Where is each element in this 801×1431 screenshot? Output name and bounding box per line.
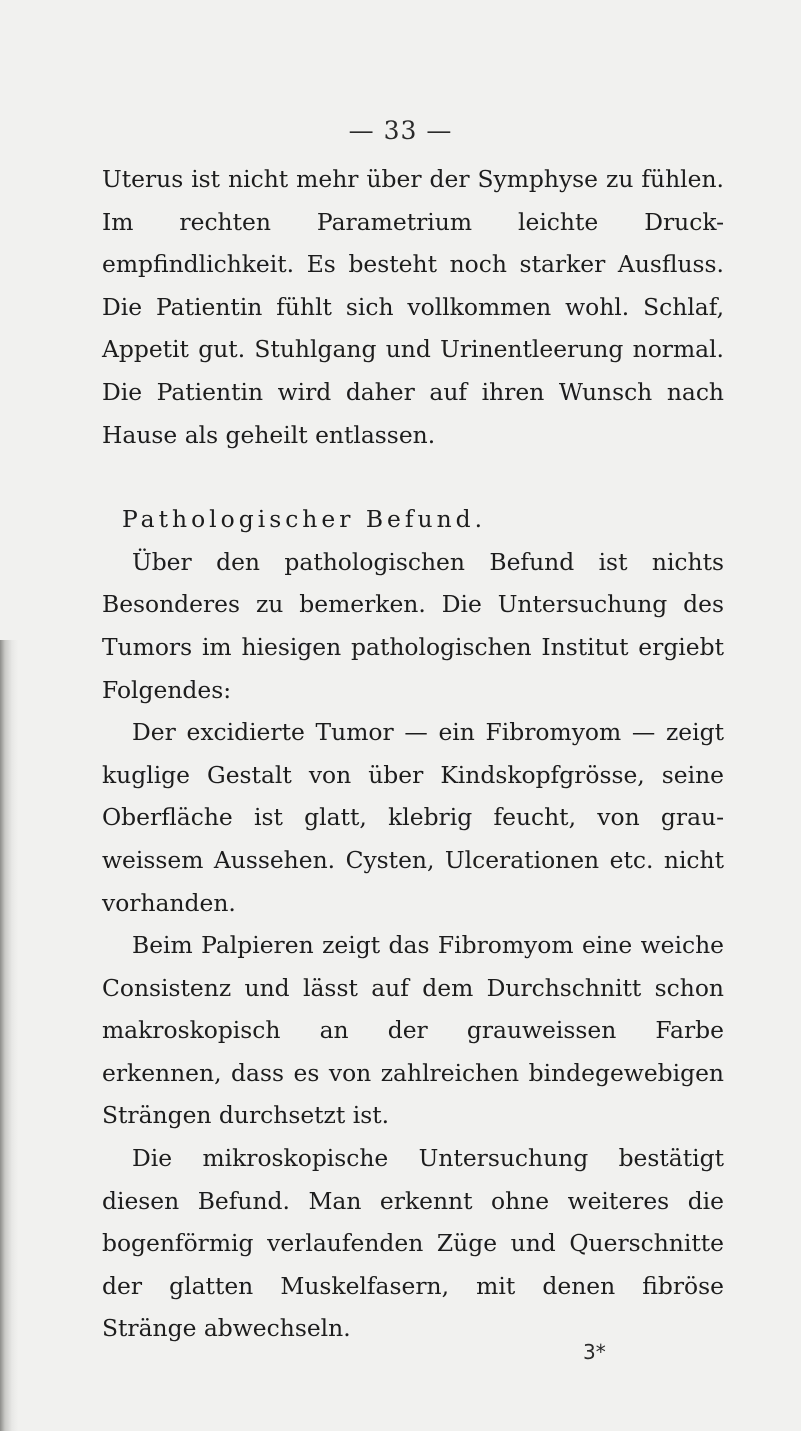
body-paragraph-3: Beim Palpieren zeigt das Fibromyom eine weiche Consistenz und lässt auf dem Durchschnitt schon makroskopisch an der grauweissen Farbe erkennen, dass es von zahlreichen bindegewebigen Strängen durchsetzt ist. bbox=[102, 931, 724, 1130]
body-paragraph-1: Über den pathologischen Befund ist nichts Besonderes zu bemerken. Die Untersuchung des Tumors im hiesigen pathologischen Institut ergiebt Folgendes: bbox=[102, 547, 724, 704]
case-report-paragraph: Uterus ist nicht mehr über der Symphyse zu fühlen. Im rechten Parametrium leichte Druck- empfindlichkeit. Es besteht noch starker Ausfluss. Die Patientin fühlt sich vollkommen wohl. Schlaf, Appetit gut. Stuhlgang und Urinentleerung normal. Die Patientin wird daher auf ihren Wunsch nach Hause als geheilt entlassen. bbox=[102, 165, 724, 449]
main-text bbox=[102, 158, 724, 1350]
section-heading: Pathologischer Befund. bbox=[122, 505, 487, 534]
signature-mark: 3* bbox=[583, 1340, 606, 1364]
page-number-header: — 33 — bbox=[348, 116, 453, 145]
body-paragraph-2: Der excidierte Tumor — ein Fibromyom — zeigt kuglige Gestalt von über Kindskopfgrösse, seine Oberfläche ist glatt, klebrig feucht, von grau- weissem Aussehen. Cysten, Ulcerationen etc. nicht vorhanden. bbox=[102, 718, 724, 917]
body-paragraph-4: Die mikroskopische Untersuchung bestätigt diesen Befund. Man erkennt ohne weiteres die bogenförmig verlaufenden Züge und Querschnitte der glatten Muskelfasern, mit denen fibröse Stränge abwechseln. bbox=[102, 1144, 724, 1343]
binding-gutter-shadow bbox=[0, 640, 18, 1431]
